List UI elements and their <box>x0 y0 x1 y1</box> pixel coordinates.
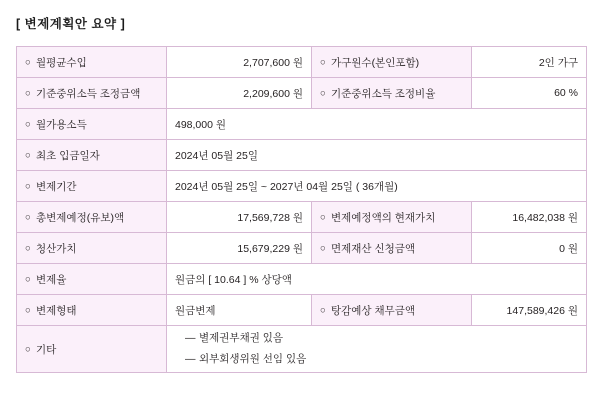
table-row <box>17 264 587 295</box>
bullet-icon: ○ <box>25 273 31 285</box>
bullet-icon: ○ <box>25 180 31 192</box>
dash-icon: — <box>185 332 196 344</box>
bullet-icon: ○ <box>320 56 326 68</box>
row-value-liquidation-value: 15,679,229 원 <box>167 233 312 264</box>
page-title: [ 변제계획안 요약 ] <box>16 17 126 31</box>
bullet-icon: ○ <box>25 304 31 316</box>
row-label-exempt-property-claim: ○ 면제재산 신청금액 <box>312 233 472 264</box>
row-value-repayment-type: 원금변제 <box>167 295 312 326</box>
row-label-total-planned-repayment: ○ 총변제예정(유보)액 <box>17 202 167 233</box>
row-label-expected-forgiven-debt: ○ 탕감예상 채무금액 <box>312 295 472 326</box>
bullet-icon: ○ <box>25 118 31 130</box>
row-value-repayment-period: 2024년 05월 25일 ~ 2027년 04월 25일 ( 36개월) <box>167 171 587 202</box>
row-label-repayment-type: ○ 변제형태 <box>17 295 167 326</box>
repayment-plan-summary-table <box>16 46 587 373</box>
etc-line: — 외부회생위원 선임 있음 <box>175 349 578 370</box>
row-value-etc <box>167 326 587 373</box>
row-label-household-size: ○ 가구원수(본인포함) <box>312 47 472 78</box>
bullet-icon: ○ <box>25 242 31 254</box>
row-value-disposable-income: 498,000 원 <box>167 109 587 140</box>
bullet-icon: ○ <box>25 211 31 223</box>
table-row <box>17 171 587 202</box>
row-label-present-value: ○ 변제예정액의 현재가치 <box>312 202 472 233</box>
row-label-monthly-income: ○ 월평균수입 <box>17 47 167 78</box>
row-value-monthly-income: 2,707,600 원 <box>167 47 312 78</box>
row-value-exempt-property-claim: 0 원 <box>472 233 587 264</box>
table-row <box>17 326 587 373</box>
table-row <box>17 202 587 233</box>
table-row <box>17 295 587 326</box>
row-label-liquidation-value: ○ 청산가치 <box>17 233 167 264</box>
row-value-median-income-ratio: 60 % <box>472 78 587 109</box>
bullet-icon: ○ <box>320 87 326 99</box>
table-row <box>17 109 587 140</box>
row-value-expected-forgiven-debt: 147,589,426 원 <box>472 295 587 326</box>
bullet-icon: ○ <box>320 211 326 223</box>
bullet-icon: ○ <box>25 149 31 161</box>
row-value-repayment-rate: 원금의 [ 10.64 ] % 상당액 <box>167 264 587 295</box>
row-label-first-payment-date: ○ 최초 입금일자 <box>17 140 167 171</box>
row-value-total-planned-repayment: 17,569,728 원 <box>167 202 312 233</box>
bullet-icon: ○ <box>25 343 31 355</box>
table-row <box>17 47 587 78</box>
bullet-icon: ○ <box>320 304 326 316</box>
row-value-median-income-adjusted: 2,209,600 원 <box>167 78 312 109</box>
dash-icon: — <box>185 353 196 366</box>
row-value-present-value: 16,482,038 원 <box>472 202 587 233</box>
bullet-icon: ○ <box>320 242 326 254</box>
row-label-repayment-rate: ○ 변제율 <box>17 264 167 295</box>
bullet-icon: ○ <box>25 56 31 68</box>
row-label-etc: ○ 기타 <box>17 326 167 373</box>
row-label-repayment-period: ○ 변제기간 <box>17 171 167 202</box>
table-row <box>17 78 587 109</box>
etc-line: — 별제권부채권 있음 <box>175 328 578 349</box>
row-value-household-size: 2인 가구 <box>472 47 587 78</box>
row-label-median-income-ratio: ○ 기준중위소득 조정비율 <box>312 78 472 109</box>
table-row <box>17 233 587 264</box>
row-label-median-income-adjusted: ○ 기준중위소득 조정금액 <box>17 78 167 109</box>
row-value-first-payment-date: 2024년 05월 25일 <box>167 140 587 171</box>
bullet-icon: ○ <box>25 87 31 99</box>
table-row <box>17 140 587 171</box>
row-label-disposable-income: ○ 월가용소득 <box>17 109 167 140</box>
